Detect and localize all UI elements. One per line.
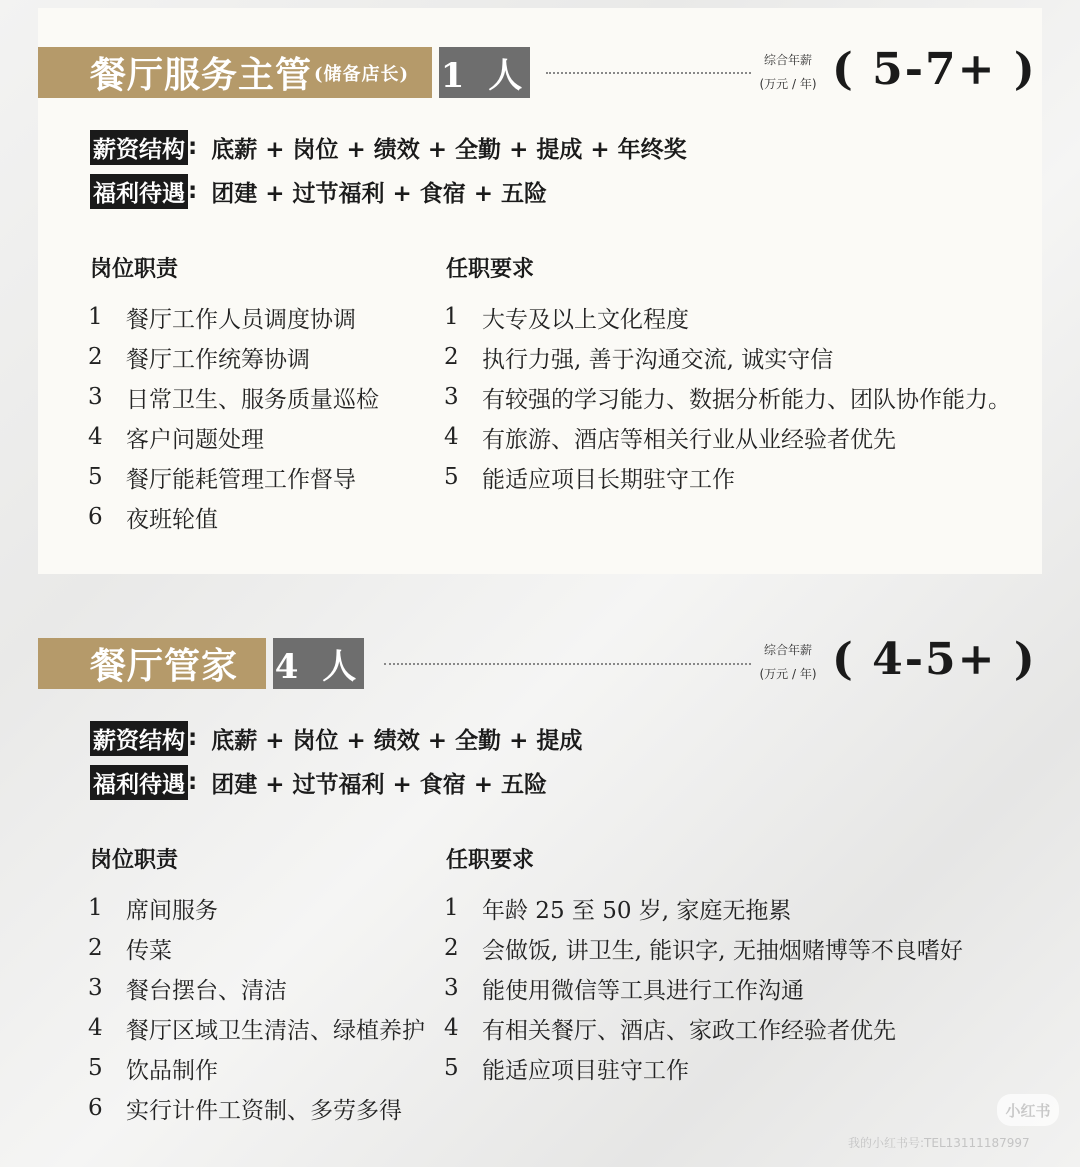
item-number: 6 (88, 1095, 103, 1121)
list-item (88, 1008, 425, 1048)
list-item (88, 888, 425, 928)
list-item (444, 297, 1011, 337)
item-text: 有相关餐厅、酒店、家政工作经验者优先 (482, 1017, 896, 1044)
requirements-list (444, 888, 963, 1088)
item-number: 3 (88, 975, 103, 1001)
item-number: 5 (88, 1055, 103, 1081)
item-text: 能使用微信等工具进行工作沟通 (482, 977, 804, 1004)
headcount-badge: 4 人 (273, 638, 364, 689)
item-number: 5 (88, 464, 103, 490)
salary-label-bottom: (万元 / 年) (759, 77, 817, 91)
salary-structure-tag: 薪资结构 (90, 721, 188, 756)
salary-structure-row (90, 130, 687, 164)
position-subtitle: (储备店长) (314, 63, 410, 85)
salary-structure-value: 底薪 + 岗位 + 绩效 + 全勤 + 提成 + 年终奖 (211, 136, 687, 163)
item-number: 2 (88, 935, 103, 961)
salary-label (748, 638, 828, 686)
list-item (88, 297, 379, 337)
duties-heading: 岗位职责 (90, 848, 179, 873)
item-text: 能适应项目驻守工作 (482, 1057, 689, 1084)
item-text: 执行力强, 善于沟通交流, 诚实守信 (482, 346, 834, 373)
item-number: 1 (88, 895, 103, 921)
item-number: 3 (444, 384, 459, 410)
headcount-badge: 1 人 (439, 47, 530, 98)
item-text: 有旅游、酒店等相关行业从业经验者优先 (482, 426, 896, 453)
item-number: 2 (444, 935, 459, 961)
list-item (88, 928, 425, 968)
requirements-heading: 任职要求 (446, 257, 535, 282)
item-text: 夜班轮值 (126, 506, 218, 533)
item-text: 会做饭, 讲卫生, 能识字, 无抽烟赌博等不良嗜好 (482, 937, 963, 964)
item-text: 饮品制作 (126, 1057, 218, 1084)
salary-structure-value: 底薪 + 岗位 + 绩效 + 全勤 + 提成 (211, 727, 583, 754)
item-text: 餐厅工作统筹协调 (126, 346, 310, 373)
list-item (88, 1088, 425, 1128)
dotted-divider (546, 72, 751, 74)
item-text: 实行计件工资制、多劳多得 (126, 1097, 402, 1124)
benefits-tag: 福利待遇 (90, 174, 188, 209)
colon: : (188, 769, 198, 795)
requirements-heading: 任职要求 (446, 848, 535, 873)
duties-list (88, 297, 379, 537)
item-text: 能适应项目长期驻守工作 (482, 466, 735, 493)
item-number: 4 (444, 1015, 459, 1041)
duties-heading: 岗位职责 (90, 257, 179, 282)
list-item (88, 417, 379, 457)
benefits-value: 团建 + 过节福利 + 食宿 + 五险 (211, 180, 548, 207)
position-title-bar (38, 638, 266, 689)
item-text: 餐厅能耗管理工作督导 (126, 466, 356, 493)
requirements-list (444, 297, 1011, 497)
list-item (88, 497, 379, 537)
list-item (444, 888, 963, 928)
position-title: 餐厅管家 (90, 645, 239, 687)
list-item (444, 417, 1011, 457)
dotted-divider (384, 663, 751, 665)
item-text: 餐厅区域卫生清洁、绿植养护 (126, 1017, 425, 1044)
item-number: 1 (88, 304, 103, 330)
list-item (444, 1048, 963, 1088)
item-text: 大专及以上文化程度 (482, 306, 689, 333)
benefits-tag: 福利待遇 (90, 765, 188, 800)
salary-range: ( 4-5+ ) (832, 634, 1037, 685)
list-item (88, 377, 379, 417)
salary-label-bottom: (万元 / 年) (759, 667, 817, 681)
item-number: 1 (444, 304, 459, 330)
item-text: 餐台摆台、清洁 (126, 977, 287, 1004)
item-text: 客户问题处理 (126, 426, 264, 453)
item-text: 日常卫生、服务质量巡检 (126, 386, 379, 413)
item-number: 2 (444, 344, 459, 370)
item-number: 1 (444, 895, 459, 921)
benefits-row (90, 174, 547, 208)
position-title-bar (38, 47, 432, 98)
item-text: 席间服务 (126, 897, 218, 924)
watermark-logo: 小红书 (997, 1094, 1059, 1126)
item-text: 年龄 25 至 50 岁, 家庭无拖累 (482, 897, 792, 924)
colon: : (188, 134, 198, 160)
list-item (88, 968, 425, 1008)
position-title: 餐厅服务主管 (90, 54, 313, 96)
watermark-text: 我的小红书号:TEL13111187997 (848, 1136, 1030, 1150)
salary-label-top: 综合年薪 (763, 53, 812, 67)
item-number: 5 (444, 1055, 459, 1081)
colon: : (188, 725, 198, 751)
list-item (88, 337, 379, 377)
item-text: 有较强的学习能力、数据分析能力、团队协作能力。 (482, 386, 1011, 413)
item-text: 传菜 (126, 937, 172, 964)
item-number: 3 (88, 384, 103, 410)
salary-label-top: 综合年薪 (763, 643, 812, 657)
list-item (444, 1008, 963, 1048)
item-number: 2 (88, 344, 103, 370)
item-number: 4 (88, 424, 103, 450)
item-number: 5 (444, 464, 459, 490)
salary-range: ( 5-7+ ) (832, 44, 1037, 95)
benefits-row (90, 765, 547, 799)
list-item (444, 968, 963, 1008)
colon: : (188, 178, 198, 204)
benefits-value: 团建 + 过节福利 + 食宿 + 五险 (211, 771, 548, 798)
salary-structure-tag: 薪资结构 (90, 130, 188, 165)
item-number: 4 (444, 424, 459, 450)
item-number: 4 (88, 1015, 103, 1041)
list-item (444, 457, 1011, 497)
list-item (88, 1048, 425, 1088)
item-number: 6 (88, 504, 103, 530)
item-text: 餐厅工作人员调度协调 (126, 306, 356, 333)
list-item (88, 457, 379, 497)
list-item (444, 337, 1011, 377)
salary-label (748, 48, 828, 96)
duties-list (88, 888, 425, 1128)
salary-structure-row (90, 721, 582, 755)
item-number: 3 (444, 975, 459, 1001)
list-item (444, 377, 1011, 417)
list-item (444, 928, 963, 968)
